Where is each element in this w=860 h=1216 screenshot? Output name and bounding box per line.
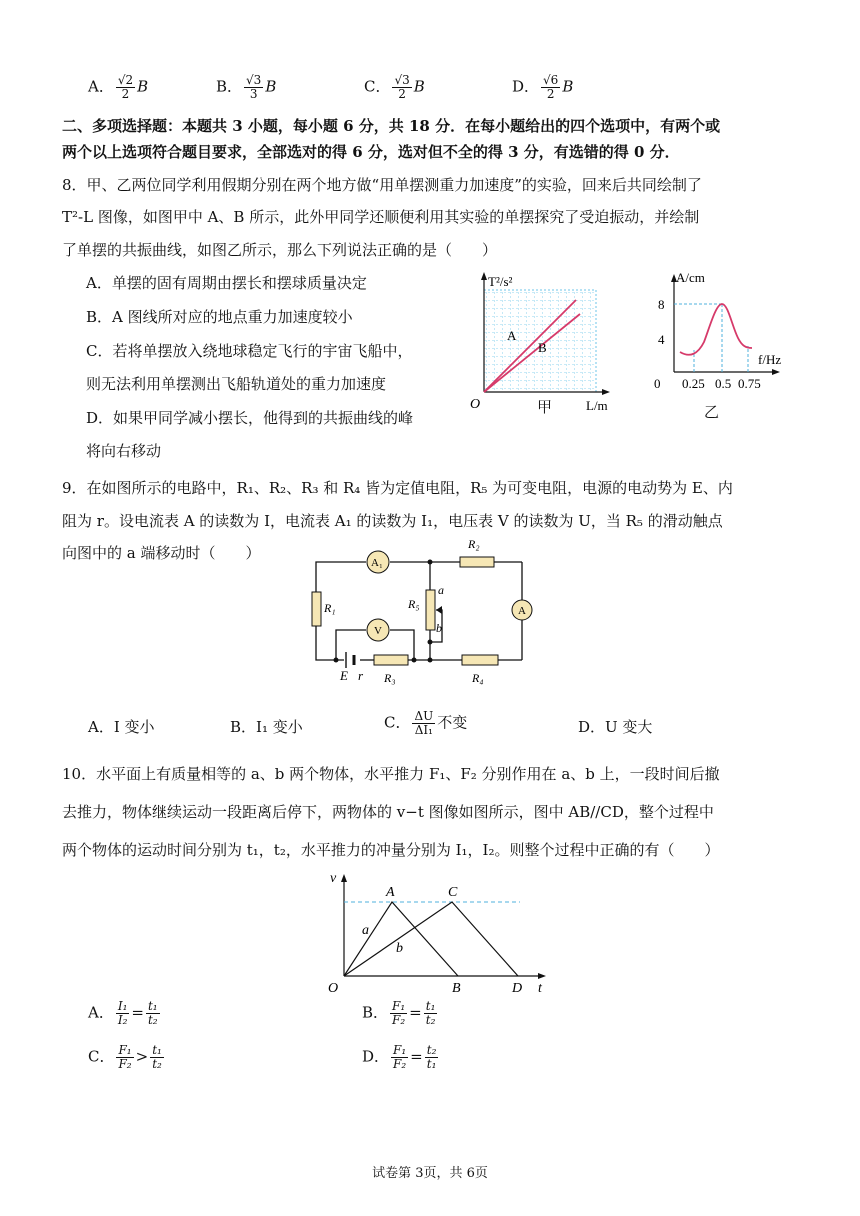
- q8-option-d-line2: 将向右移动: [86, 442, 162, 460]
- q9-option-d: D．U 变大: [578, 718, 653, 736]
- jia-origin: O: [470, 397, 481, 412]
- svg-text:A₁: A₁: [371, 557, 383, 569]
- resonance-curve: [680, 304, 752, 355]
- page-footer: 试卷第 3页，共 6页: [372, 1166, 488, 1181]
- q8-stem-line3: 了单摆的共振曲线，如图乙所示，那么下列说法正确的是（ ）: [62, 241, 498, 259]
- q7-option-d: D． $\frac{√6}{2}$ B: [512, 73, 574, 101]
- svg-text:C: C: [448, 885, 458, 900]
- slider-arrow: [436, 606, 442, 614]
- section2-line2: 两个以上选项符合题目要求，全部选对的得 6 分，选对但不全的得 3 分，有选错的得 0 分．: [62, 143, 680, 161]
- svg-text:v: v: [330, 871, 337, 886]
- q9-stem-line2: 阻为 r。设电流表 A 的读数为 I，电流表 A₁ 的读数为 I₁，电压表 V 的读数为 U，当 R₅ 的滑动触点: [62, 512, 723, 530]
- svg-text:a: a: [438, 583, 444, 597]
- svg-text:0.25: 0.25: [682, 376, 705, 391]
- q10-option-b: B． $\frac{\text{F₁}}{\text{F₂}}$ = $\frac{\text{t₁}}{\text{t₂}}$: [362, 999, 436, 1027]
- q8-stem-line1: 8．甲、乙两位同学利用假期分别在两个地方做“用单摆测重力加速度”的实验，回来后共同绘制了: [62, 176, 702, 194]
- svg-text:A: A: [518, 605, 526, 617]
- q9-option-a: A．I 变小: [88, 718, 155, 736]
- q9-stem-line1: 9．在如图所示的电路中，R₁、R₂、R₃ 和 R₄ 皆为定值电阻，R₅ 为可变电阻，电源的电动势为 E、内: [62, 479, 733, 497]
- svg-text:4: 4: [658, 332, 665, 347]
- figure-jia-graph: [462, 268, 612, 418]
- q10-option-d: D． $\frac{\text{F₁}}{\text{F₂}}$ = $\frac{\text{t₂}}{\text{t₁}}$: [362, 1043, 437, 1071]
- svg-text:a: a: [362, 923, 369, 938]
- q8-stem-line2: T²-L 图像，如图甲中 A、B 所示，此外甲同学还顺便利用其实验的单摆探究了受迫振动，并绘制: [62, 208, 700, 226]
- resistor-r3: [374, 655, 408, 665]
- svg-text:R₁: R₁: [324, 601, 336, 615]
- q8-option-a: A．单摆的固有周期由摆长和摆球质量决定: [86, 274, 367, 292]
- resistor-r4: [462, 655, 498, 665]
- q7-option-c: C． $\frac{√3}{2}$ B: [364, 73, 425, 101]
- svg-text:R₃: R₃: [384, 671, 396, 685]
- figure-yi-graph: [646, 268, 796, 398]
- resistor-r1: [312, 592, 321, 626]
- svg-text:b: b: [396, 941, 403, 956]
- figure-jia-caption: 甲: [537, 398, 553, 416]
- q10-stem-line1: 10．水平面上有质量相等的 a、b 两个物体，水平推力 F₁、F₂ 分别作用在 a、b 上，一段时间后撤: [62, 765, 720, 783]
- jia-ylabel: T²/s²: [488, 274, 513, 289]
- q10-option-c: C． $\frac{\text{F₁}}{\text{F₂}}$ > $\frac{\text{t₁}}{\text{t₂}}$: [88, 1043, 162, 1071]
- svg-text:R₅: R₅: [408, 597, 420, 611]
- svg-text:b: b: [436, 621, 442, 635]
- x-axis-arrow: [602, 389, 610, 395]
- svg-text:V: V: [374, 625, 382, 637]
- svg-text:E: E: [340, 668, 348, 683]
- svg-text:R₂: R₂: [468, 537, 480, 551]
- q10-option-a: A． $\frac{\text{I₁}}{\text{I₂}}$ = $\frac{\text{t₁}}{\text{t₂}}$: [88, 999, 158, 1027]
- q7-option-a: A． $\frac{√2}{2}$ B: [88, 73, 149, 101]
- q9-option-c: C． $\frac{\Delta U}{\text{ΔI₁}}$ 不变: [384, 709, 468, 737]
- q7-option-b: B． $\frac{√3}{3}$ B: [216, 73, 277, 101]
- resistor-r2: [460, 557, 494, 567]
- svg-text:t: t: [538, 981, 542, 996]
- svg-text:B: B: [452, 981, 461, 996]
- q8-option-b: B．A 图线所对应的地点重力加速度较小: [86, 308, 353, 326]
- circuit-diagram: [300, 532, 540, 688]
- svg-text:8: 8: [658, 297, 665, 312]
- svg-text:r: r: [358, 668, 364, 683]
- jia-xlabel: L/m: [586, 398, 608, 413]
- q10-stem-line3: 两个物体的运动时间分别为 t₁，t₂，水平推力的冲量分别为 I₁，I₂。则整个过程中正确的有（ ）: [62, 841, 720, 859]
- q10-stem-line2: 去推力，物体继续运动一段距离后停下，两物体的 v−t 图像如图所示，图中 AB//CD，整个过程中: [62, 803, 714, 821]
- svg-text:D: D: [512, 981, 523, 996]
- yi-ylabel: A/cm: [676, 270, 705, 285]
- vt-line-b: [344, 902, 518, 976]
- q8-option-c-line2: 则无法利用单摆测出飞船轨道处的重力加速度: [86, 375, 387, 393]
- svg-text:O: O: [328, 981, 339, 996]
- yi-xlabel: f/Hz: [758, 352, 782, 367]
- figure-yi-caption: 乙: [704, 403, 720, 421]
- section2-line1: 二、多项选择题：本题共 3 小题，每小题 6 分，共 18 分．在每小题给出的四个选项中，有两个或: [62, 117, 721, 135]
- q9-option-b: B．I₁ 变小: [230, 718, 303, 736]
- q8-option-c-line1: C．若将单摆放入绕地球稳定飞行的宇宙飞船中，: [86, 342, 413, 360]
- svg-text:A: A: [386, 885, 395, 900]
- jia-label-a: A: [507, 328, 517, 343]
- svg-text:0.5: 0.5: [715, 376, 732, 391]
- svg-text:0: 0: [654, 376, 661, 391]
- jia-label-b: B: [538, 340, 547, 355]
- vt-graph: [320, 868, 560, 996]
- svg-text:R₄: R₄: [472, 671, 484, 685]
- resistor-r5: [426, 590, 435, 630]
- q8-option-d-line1: D．如果甲同学减小摆长，他得到的共振曲线的峰: [86, 409, 414, 427]
- y-axis-arrow: [481, 272, 487, 280]
- q9-stem-line3: 向图中的 a 端移动时（ ）: [62, 544, 261, 562]
- svg-text:0.75: 0.75: [738, 376, 761, 391]
